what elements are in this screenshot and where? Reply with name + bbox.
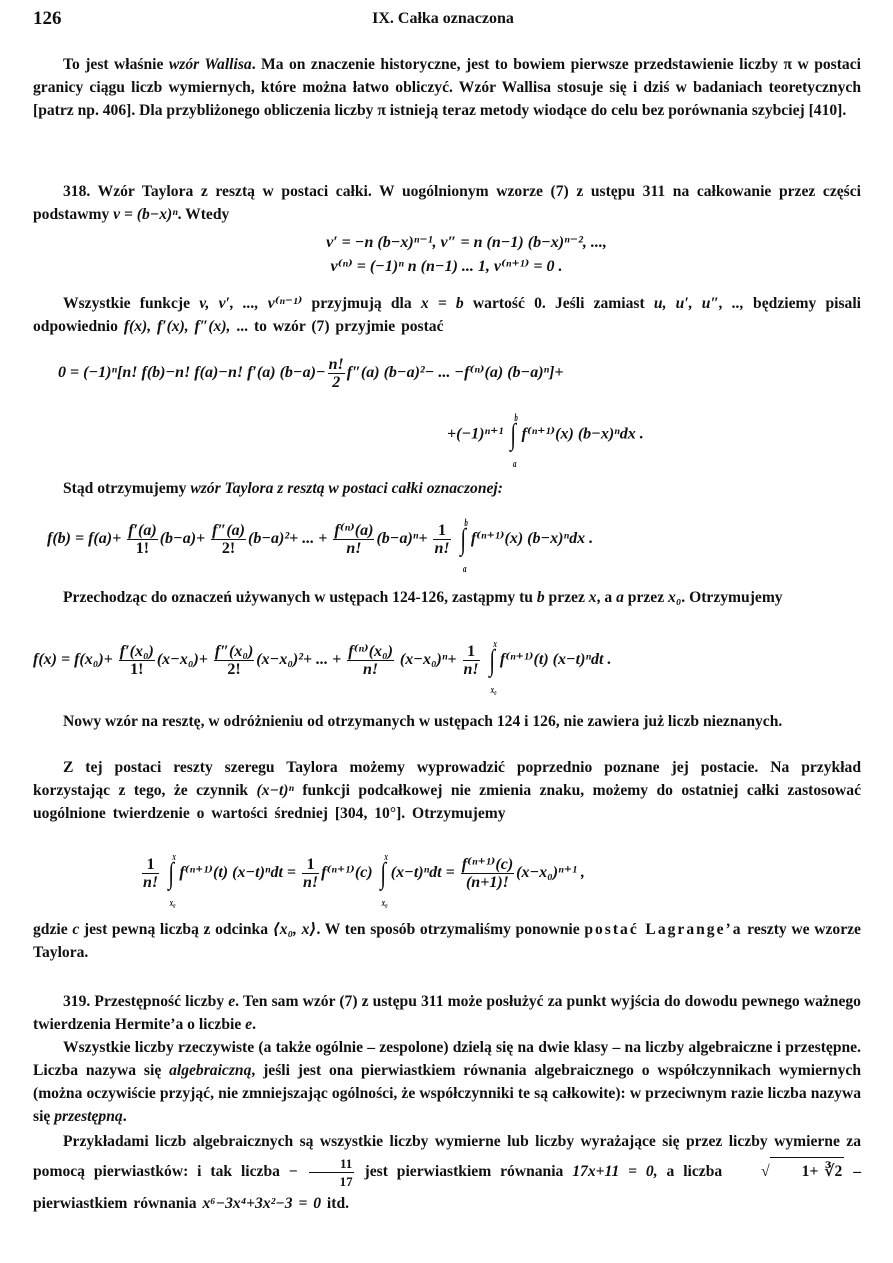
math-part: f⁽ⁿ⁺¹⁾(t) (x−t)ⁿdt . [499,651,612,669]
text: Przykładami liczb algebraicznych są wszystkie liczby wymierne lub liczby wyrażające się przez liczby wymierne za pomocą pierwiastków: i tak liczba − [33,1133,861,1181]
fraction [333,522,374,557]
math-part: (b−a)²+ ... + [247,530,328,548]
numerator: 11 [309,1155,354,1173]
paragraph-przyklady [33,1128,861,1217]
denominator: 2! [221,540,236,557]
math-inline: f(x), f′(x), f″(x), [123,318,231,335]
text: jest pewną liczbą z odcinka [79,921,273,938]
math-part: f⁽ⁿ⁺¹⁾(x) (b−x)ⁿdx . [521,425,644,443]
math-inline: e [228,993,236,1010]
lower-limit: x₀ [381,897,388,909]
numerator: f′(a) [128,522,157,539]
denominator: n! [463,661,479,678]
fraction [127,522,157,557]
numerator: f′(x₀) [119,643,154,660]
emphasis: wzór Taylora z resztą w postaci całki oznaczonej: [190,480,503,497]
upper-limit: x [493,638,497,650]
section-318 [33,180,861,226]
integral-sign: ∫ b a [460,525,466,555]
equation-v-derivatives-2: v⁽ⁿ⁾ = (−1)ⁿ n (n−1) ... 1, v⁽ⁿ⁺¹⁾ = 0 . [330,258,563,275]
fraction [119,643,155,678]
math-inline: u, u′, u″, .., [653,295,744,312]
denominator: 1! [130,661,144,678]
math-part: f⁽ⁿ⁺¹⁾(x) (b−x)ⁿdx . [470,530,594,548]
text: funkcji podcałkowej nie zmienia znaku, możemy do ostatniej całki zastosować uogólnione twierdzenie o wartości średniej [304, 10°]. Otrzymujemy [33,782,861,822]
paragraph-wszystkie-liczby [33,1036,861,1128]
denominator: n! [434,540,450,557]
fraction [433,522,450,557]
math-inline: (x−t)ⁿ [256,782,294,799]
math-part: f″(a) (b−a)²− ... −f⁽ⁿ⁾(a) (b−a)ⁿ]+ [346,364,564,382]
fraction [214,643,254,678]
upper-limit: b [514,413,519,424]
text: będziemy pisali odpowiednio [33,295,861,335]
upper-limit: x [384,851,388,863]
denominator: 1! [135,540,150,557]
text: . [252,1016,256,1033]
section-title-318: 318. Wzór Taylora z resztą w postaci całki. [63,183,372,200]
math-part: (b−a)ⁿ+ [376,530,428,548]
equation-zero-line1 [58,356,564,391]
text: W uogólnionym wzorze (7) z ustępu 311 na całkowanie przez części podstawmy [33,183,861,223]
text: gdzie [33,921,73,938]
math-part: (x−t)ⁿdt = [390,864,455,882]
denominator: n! [143,874,159,891]
text: Przechodząc do oznaczeń używanych w ustępach 124-126, zastąpmy tu [63,589,537,606]
numerator: f⁽ⁿ⁾(x₀) [348,643,393,660]
math-inline: e [245,1016,253,1033]
math-inline: x⁶−3x⁴+3x²−3 = 0 [202,1195,322,1212]
text: ... to wzór (7) przyjmie postać [230,318,444,335]
fraction [463,643,480,678]
math-inline: b [536,589,545,606]
text: . Ma on znaczenie historyczne, jest to bowiem pierwsze przedstawienie liczby π w postaci granicy ciągu liczb wymiernych, które można łatwo obliczyć. Wzór Wallisa stosuje się i dziś w badaniach teoretycznych [patrz np. 406]. Dla przybliżonego obliczenia liczby π istnieją teraz metody wiodące do celu bez porównania szybciej [410]. [33,56,861,119]
numerator: f″(a) [212,522,245,539]
lower-limit: x₀ [169,897,176,909]
denominator: n! [346,540,362,557]
lower-limit: a [513,459,517,470]
page-header [33,8,853,32]
integral-sign: ∫ x x₀ [168,859,174,889]
text: , jeśli jest ona pierwiastkiem równania algebraicznego o współczynnikach wymiernych (można oczywiście przyjąć, nie zmniejszając ogólności, że współczynniki te są całkowite): w przeciwnym razie liczba nazywa się [33,1062,861,1125]
text: przez [623,589,669,606]
equation-taylor-integral-b [47,517,594,575]
upper-limit: b [464,517,468,529]
text: itd. [321,1195,350,1212]
text: Z tej postaci reszty szeregu Taylora możemy wyprowadzić poprzednio poznane jej postacie. Na przykład korzystając z tego, że czynnik [33,759,861,799]
math-part: (b−a)+ [159,530,206,548]
denominator: 2! [227,661,241,678]
equation-taylor-integral-x [33,638,612,696]
numerator: n! [328,356,344,373]
math-part: 0 = (−1)ⁿ[n! f(b)−n! f(a)−n! f′(a) (b−a)− [58,364,326,382]
numerator: 1 [142,856,159,874]
math-part: (x−x₀)²+ ... + [256,651,342,669]
math-inline: ⟨x₀, x⟩ [272,921,317,938]
text: Wszystkie funkcje [63,295,200,312]
text: wartość 0. Jeśli zamiast [463,295,654,312]
text: To jest właśnie [63,56,169,73]
section-title-319: 319. Przestępność liczby [63,993,229,1010]
math-inline: v, v′, ..., v⁽ⁿ⁻¹⁾ [199,295,303,312]
text: Wszystkie liczby rzeczywiste (a także ogólnie – zespolone) dzielą się na dwie klasy – na liczby algebraiczne i przestępne. Liczba nazywa się [33,1039,861,1079]
fraction [142,856,159,891]
text: jest pierwiastkiem równania [355,1163,573,1181]
math-part: f(x) = f(x₀)+ [33,651,113,669]
fraction [328,356,345,391]
math-part: f(b) = f(a)+ [47,530,122,548]
square-root: √ 1+ ∛2 [731,1157,844,1185]
denominator: 2 [332,374,341,391]
math-inline: x₀ [668,589,682,606]
text: . Otrzymujemy [681,589,783,606]
math-part: +(−1)ⁿ⁺¹ [447,425,504,443]
page-number: 126 [33,8,62,29]
math-inline: 17x+11 = 0, [572,1163,658,1181]
paragraph-wszystkie-funkcje [33,292,861,338]
integral-sign: ∫ x x₀ [489,646,495,676]
denominator: (n+1)! [465,874,509,891]
fraction [347,643,394,678]
math-inline: a [616,589,624,606]
math-inline: c [72,921,80,938]
paragraph-gdzie [33,918,861,964]
running-head: IX. Całka oznaczona [372,10,514,27]
math-inline: v = (b−x)ⁿ [113,206,178,223]
equation-zero-line2 [447,413,644,470]
numerator: f⁽ⁿ⁺¹⁾(c) [461,856,514,873]
math-inline: x [588,589,597,606]
math-part: (x−x₀)+ [156,651,208,669]
spaced-text: postać Lagrange’a [584,921,743,938]
paragraph-nowy-wzor: Nowy wzór na resztę, w odróżnieniu od otrzymanych w ustępach 124 i 126, nie zawiera już liczb nieznanych. [63,713,783,730]
fraction [211,522,246,557]
equation-v-derivatives-1: v′ = −n (b−x)ⁿ⁻¹, v″ = n (n−1) (b−x)ⁿ⁻², ..., [326,234,607,251]
text: , a [596,589,617,606]
emphasis: przestępną [54,1108,123,1125]
numerator: 1 [302,856,319,874]
denominator: n! [363,661,379,678]
emphasis: algebraiczną [169,1062,252,1079]
math-part: (x−x₀)ⁿ⁺¹ , [516,864,585,882]
text: a liczba [657,1163,732,1181]
section-319 [33,990,861,1036]
text: reszty we wzorze Taylora. [33,921,861,961]
upper-limit: x [172,851,177,863]
paragraph-z-tej-postaci [33,756,861,825]
numerator: f″(x₀) [214,643,254,660]
paragraph-przechodzac [33,586,861,609]
text: . [235,993,240,1010]
fraction [302,856,319,891]
lower-limit: x₀ [490,684,497,696]
equation-lagrange-remainder [140,851,585,909]
numerator: f⁽ⁿ⁾(a) [334,522,374,539]
numerator: 1 [463,643,480,661]
text: Stąd otrzymujemy [63,480,191,497]
text: . W ten sposób otrzymaliśmy ponownie [316,921,585,938]
denominator: 17 [339,1174,353,1189]
paragraph-wallis [33,53,861,122]
text: . Wtedy [177,206,230,223]
math-inline: x = b [420,295,464,312]
radicand: 1+ ∛2 [770,1157,845,1185]
paragraph-stad [33,477,861,500]
math-part: f⁽ⁿ⁺¹⁾(t) (x−t)ⁿdt = [179,864,297,882]
text: przyjmują dla [302,295,421,312]
emphasis-wallis: wzór Wallisa [168,56,252,73]
text: przez [544,589,589,606]
text: . [122,1108,127,1125]
fraction [461,856,514,891]
text: Ten sam wzór (7) z ustępu 311 może posłużyć za punkt wyjścia do dowodu pewnego ważnego twierdzenia Hermite’a o liczbie [33,993,861,1033]
math-part: (x−x₀)ⁿ+ [395,651,457,669]
numerator: 1 [433,522,450,540]
math-part: f⁽ⁿ⁺¹⁾(c) [321,864,373,882]
text: – pierwiastkiem równania [33,1163,862,1212]
fraction [309,1155,354,1190]
lower-limit: a [462,563,467,575]
denominator: n! [303,874,319,891]
integral-sign: ∫ x x₀ [380,859,386,889]
integral-sign: ∫ b a [511,420,517,450]
